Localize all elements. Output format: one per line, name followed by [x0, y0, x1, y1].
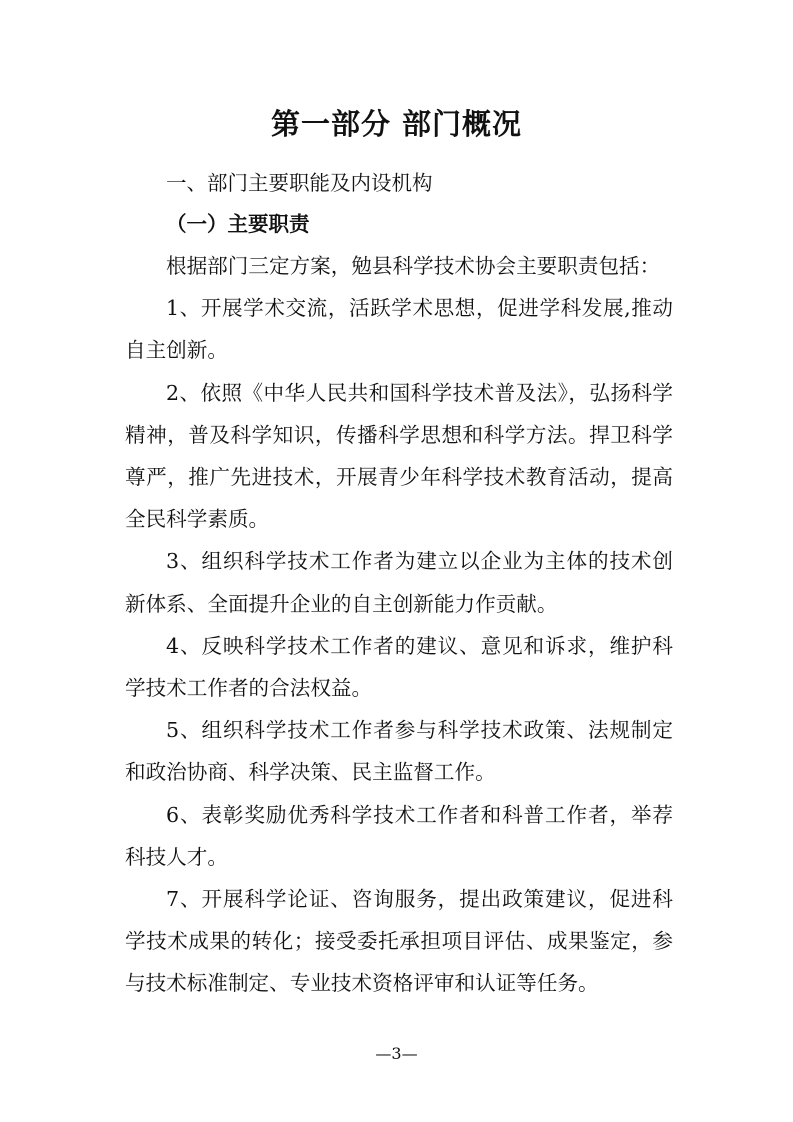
intro-paragraph: 根据部门三定方案，勉县科学技术协会主要职责包括：	[166, 254, 661, 278]
document-body	[125, 245, 673, 1005]
duty-paragraph-5: 5、组织科学技术工作者参与科学技术政策、法规制定和政治协商、科学决策、民主监督工作。	[125, 718, 673, 785]
page-number: —3—	[375, 1044, 418, 1063]
page-title: 第一部分 部门概况	[270, 107, 523, 141]
duty-paragraph-7: 7、开展科学论证、咨询服务，提出政策建议，促进科学技术成果的转化；接受委托承担项目评估、成果鉴定，参与技术标准制定、专业技术资格评审和认证等任务。	[125, 887, 673, 996]
section-heading: 一、部门主要职能及内设机构	[166, 171, 433, 195]
duty-paragraph-3: 3、组织科学技术工作者为建立以企业为主体的技术创新体系、全面提升企业的自主创新能力作贡献。	[125, 549, 673, 616]
duty-paragraph-6: 6、表彰奖励优秀科学技术工作者和科普工作者，举荐科技人才。	[125, 802, 673, 869]
duty-paragraph-1: 1、开展学术交流，活跃学术思想，促进学科发展,推动自主创新。	[125, 296, 673, 363]
duty-paragraph-2: 2、依照《中华人民共和国科学技术普及法》，弘扬科学精神，普及科学知识，传播科学思想和科学方法。捍卫科学尊严，推广先进技术，开展青少年科学技术教育活动，提高全民科学素质。	[125, 380, 673, 532]
duty-paragraph-4: 4、反映科学技术工作者的建议、意见和诉求，维护科学技术工作者的合法权益。	[125, 633, 673, 701]
subsection-heading: （一）主要职责	[166, 212, 310, 236]
